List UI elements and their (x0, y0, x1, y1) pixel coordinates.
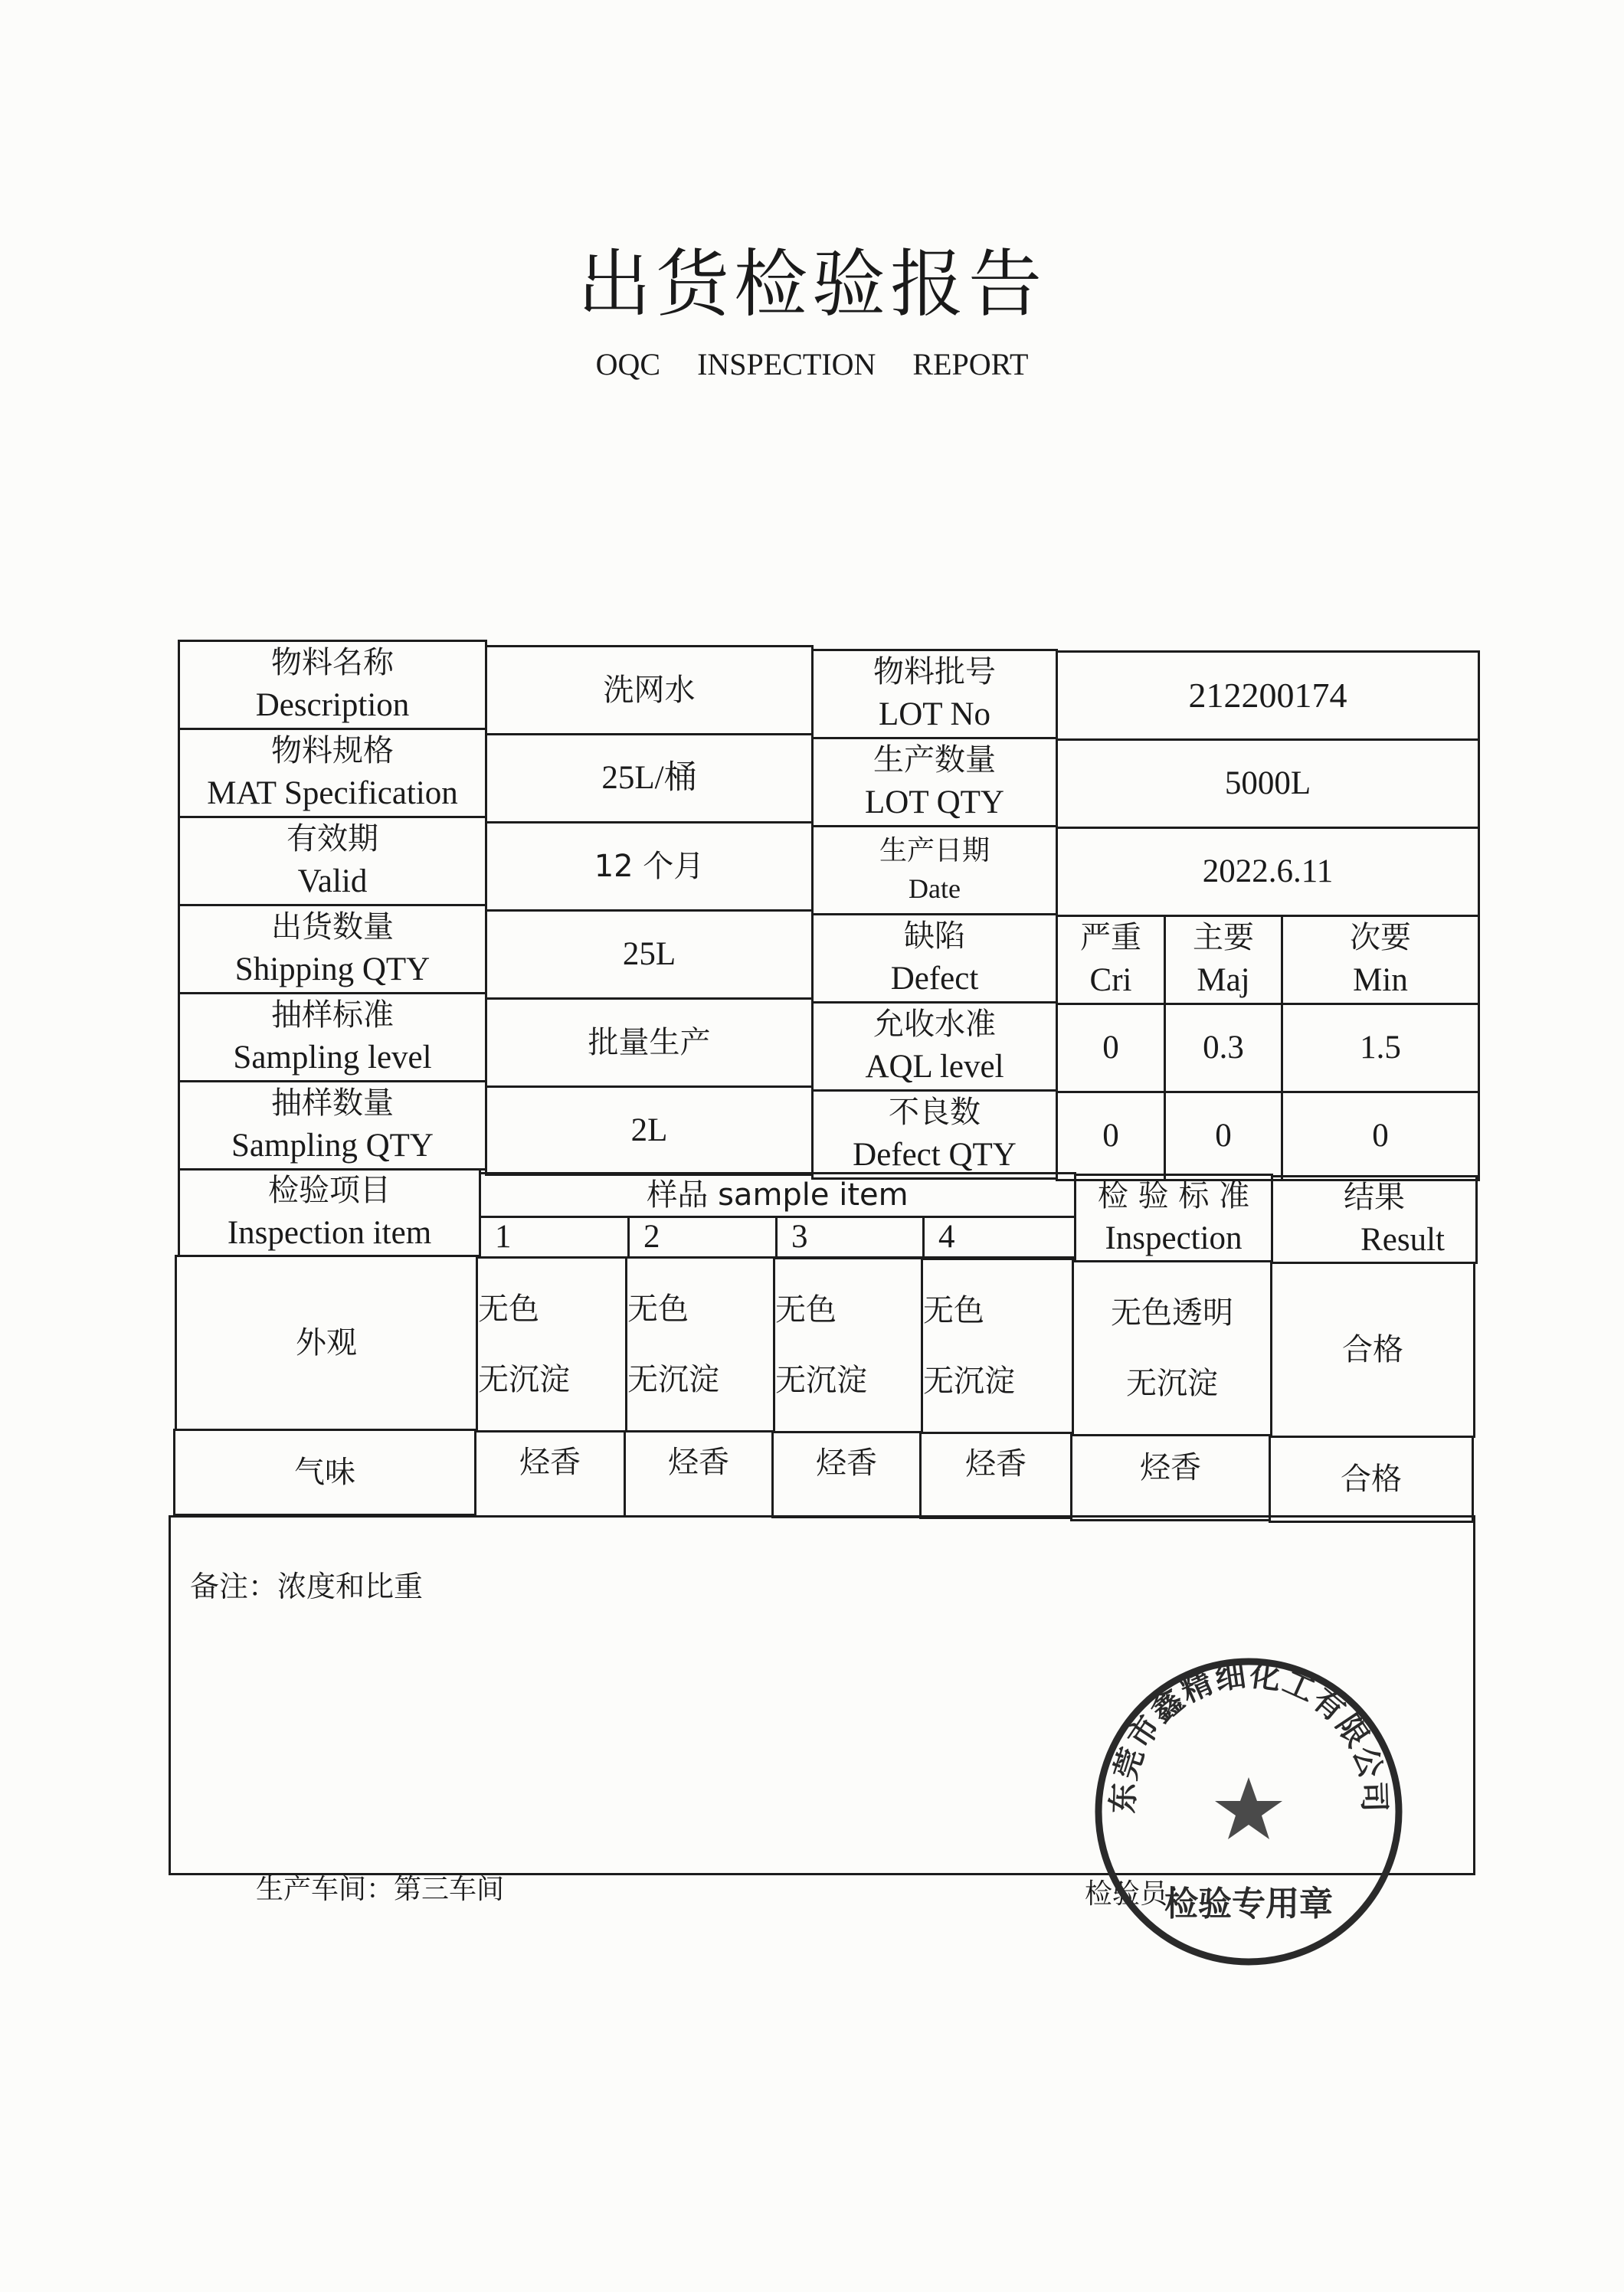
appearance-sample-1: 无色 无沉淀 (476, 1256, 627, 1432)
shipping-qty-label: 出货数量 Shipping QTY (178, 904, 487, 994)
sample-number: 1 (479, 1216, 630, 1259)
mat-spec-label: 物料规格 MAT Specification (178, 728, 487, 818)
star-icon (1215, 1777, 1282, 1839)
sampling-qty-label: 抽样数量 Sampling QTY (178, 1080, 487, 1171)
sample-number: 2 (627, 1216, 778, 1259)
odor-item: 气味 (173, 1429, 476, 1516)
defect-maj: 0 (1164, 1091, 1283, 1181)
shipping-qty-value: 25L (485, 909, 814, 1000)
mat-spec-value: 25L/桶 (485, 733, 814, 823)
date-label: 生产日期 Date (811, 825, 1058, 915)
aql-cri: 0 (1056, 1003, 1166, 1093)
workshop-text: 生产车间：第三车间 (256, 1874, 505, 1905)
lot-qty-value: 5000L (1056, 738, 1480, 829)
aql-maj: 0.3 (1164, 1003, 1283, 1093)
lot-no-value: 212200174 (1056, 650, 1480, 741)
aql-label: 允收水准 AQL level (811, 1001, 1058, 1092)
appearance-sample-2: 无色 无沉淀 (625, 1256, 775, 1432)
standard-header: 检 验 标 准 Inspection (1074, 1174, 1273, 1262)
inspector-label: 检验员： (1085, 1878, 1196, 1910)
stamp-inner-text: 检验专用章 (1164, 1884, 1333, 1924)
odor-sample-4: 烃香 (919, 1432, 1072, 1519)
company-seal-stamp (1088, 1651, 1410, 1973)
date-value: 2022.6.11 (1056, 827, 1480, 917)
sample-number: 3 (775, 1216, 925, 1259)
defect-qty-label: 不良数 Defect QTY (811, 1089, 1058, 1180)
valid-label: 有效期 Valid (178, 816, 487, 906)
odor-sample-3: 烃香 (771, 1431, 922, 1518)
report-subtitle: OQC INSPECTION REPORT (595, 347, 1029, 381)
report-title: 出货检验报告 (578, 241, 1046, 327)
sampling-level-value: 批量生产 (485, 997, 814, 1088)
result-header: 结果 Result (1271, 1175, 1478, 1264)
maj-header: 主要 Maj (1164, 915, 1283, 1005)
appearance-standard: 无色透明 无沉淀 (1072, 1260, 1272, 1436)
odor-sample-2: 烃香 (624, 1430, 774, 1518)
defect-label: 缺陷 Defect (811, 913, 1058, 1004)
defect-cri: 0 (1056, 1091, 1166, 1181)
odor-sample-1: 烃香 (474, 1430, 626, 1518)
sampling-qty-value: 2L (485, 1085, 814, 1176)
remarks-text: 备注：浓度和比重 (190, 1570, 424, 1603)
description-label: 物料名称 Description (178, 640, 487, 730)
appearance-sample-3: 无色 无沉淀 (773, 1257, 923, 1433)
appearance-result: 合格 (1270, 1262, 1475, 1438)
aql-min: 1.5 (1281, 1003, 1480, 1093)
odor-standard: 烃香 (1070, 1434, 1271, 1521)
appearance-item: 外观 (175, 1255, 478, 1431)
cri-header: 严重 Cri (1056, 915, 1166, 1005)
appearance-sample-4: 无色 无沉淀 (921, 1258, 1074, 1434)
description-value: 洗网水 (485, 645, 814, 735)
inspection-item-header: 检验项目 Inspection item (178, 1168, 481, 1257)
lot-qty-label: 生产数量 LOT QTY (811, 737, 1058, 827)
valid-value: 12 个月 (485, 821, 814, 912)
defect-min: 0 (1281, 1091, 1480, 1181)
odor-result: 合格 (1269, 1436, 1474, 1523)
min-header: 次要 Min (1281, 915, 1480, 1005)
sampling-level-label: 抽样标准 Sampling level (178, 992, 487, 1082)
sample-item-header: 样品 sample item (479, 1172, 1076, 1218)
stamp-outer-text: 东莞市鑫精细化工有限公司 (1105, 1658, 1392, 1815)
sample-number: 4 (922, 1216, 1076, 1259)
lot-no-label: 物料批号 LOT No (811, 649, 1058, 739)
